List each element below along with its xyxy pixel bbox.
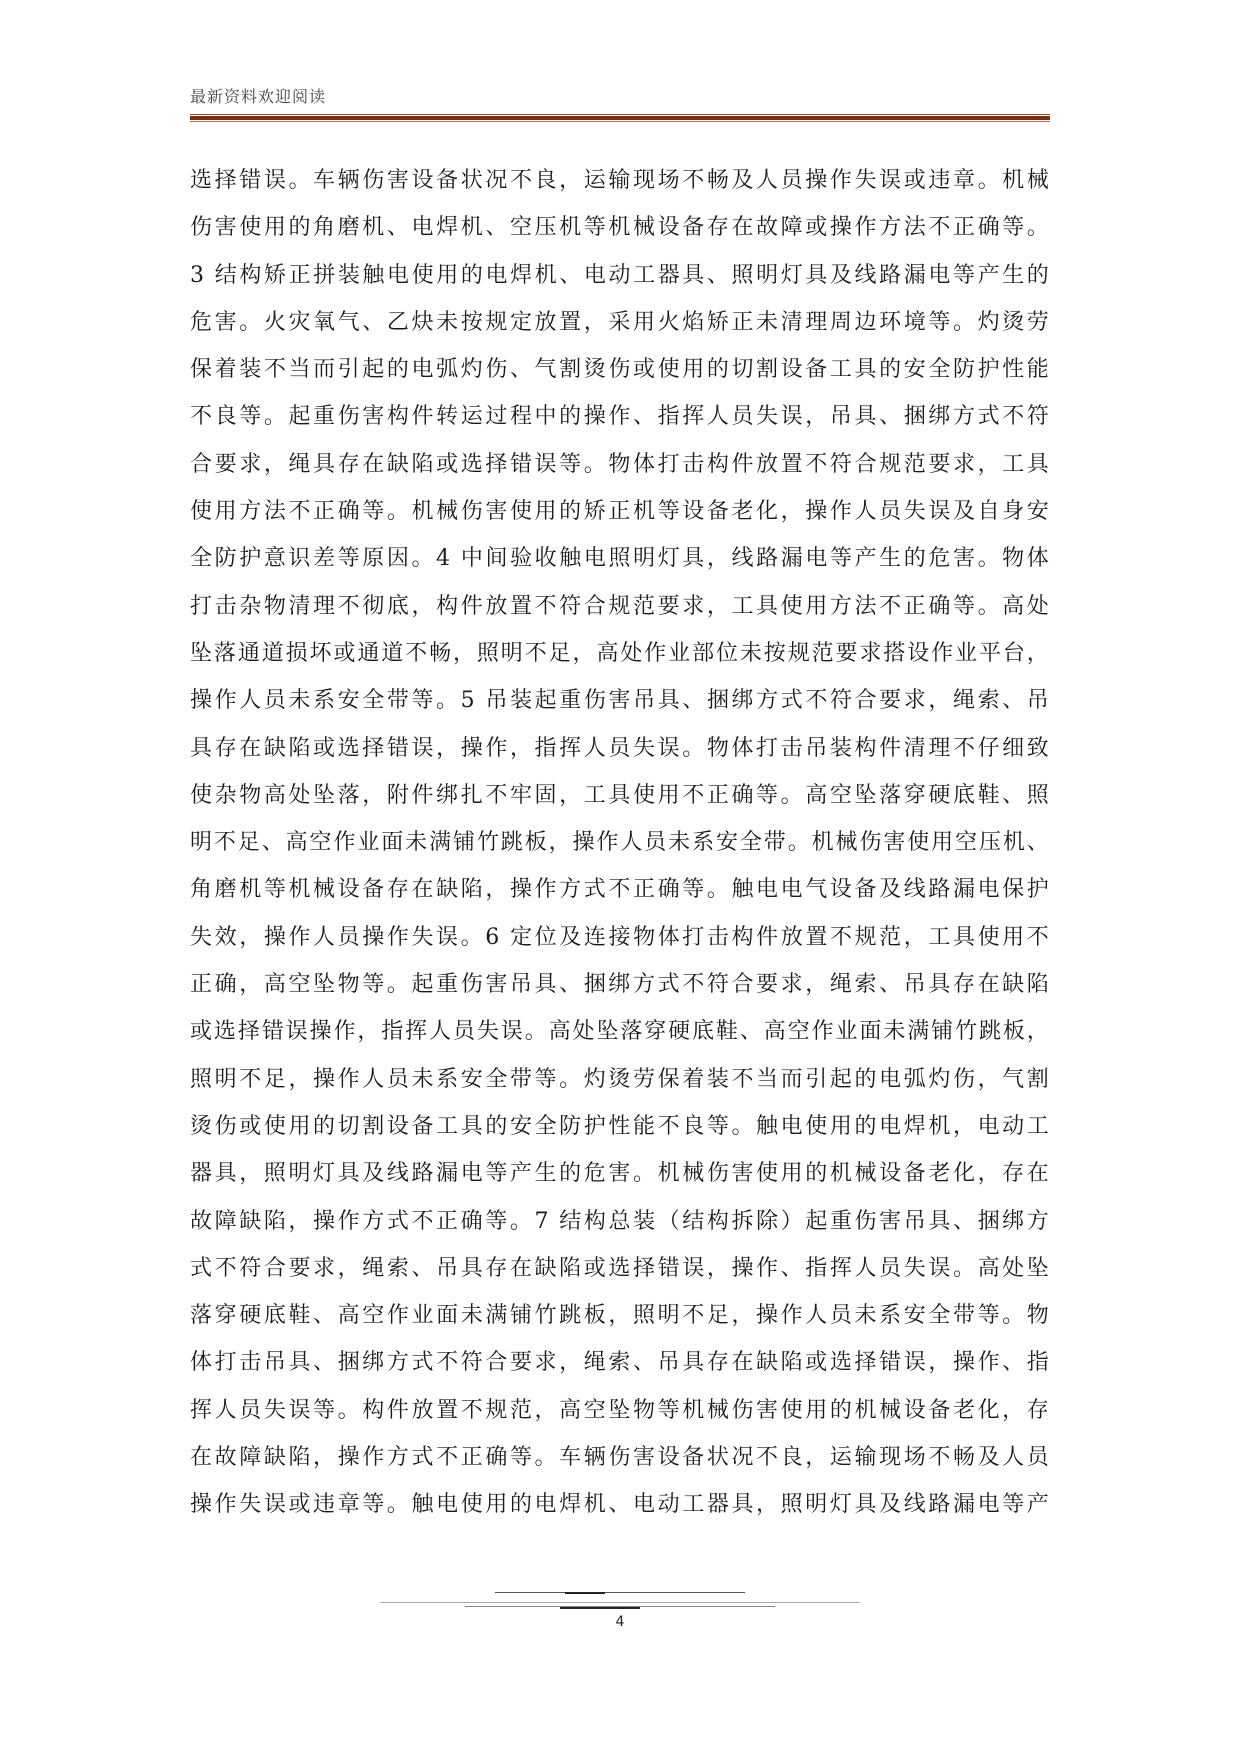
text-line: 伤害使用的角磨机、电焊机、空压机等机械设备存在故障或操作方法不正确等。 [190,215,1050,241]
text-line: 角磨机等机械设备存在缺陷，操作方式不正确等。触电电气设备及线路漏电保护 [190,877,1050,903]
text-line: 失效，操作人员操作失误。6 定位及连接物体打击构件放置不规范，工具使用不 [190,924,1050,950]
text-line: 故障缺陷，操作方式不正确等。7 结构总装（结构拆除）起重伤害吊具、捆绑方 [190,1208,1050,1234]
text-line: 使用方法不正确等。机械伤害使用的矫正机等设备老化，操作人员失误及自身安 [190,499,1050,525]
footer-rule [495,1592,745,1593]
text-line: 合要求，绳具存在缺陷或选择错误等。物体打击构件放置不符合规范要求，工具 [190,451,1050,477]
text-line: 操作失误或违章等。触电使用的电焊机、电动工器具，照明灯具及线路漏电等产 [190,1492,1050,1518]
text-line: 坠落通道损坏或通道不畅，照明不足，高处作业部位未按规范要求搭设作业平台， [190,640,1050,666]
text-line: 选择错误。车辆伤害设备状况不良，运输现场不畅及人员操作失误或违章。机械 [190,168,1050,193]
text-line: 不良等。起重伤害构件转运过程中的操作、指挥人员失误，吊具、捆绑方式不符 [190,404,1050,430]
footer-rule [380,1602,860,1603]
text-line: 烫伤或使用的切割设备工具的安全防护性能不良等。触电使用的电焊机，电动工 [190,1113,1050,1139]
text-line: 器具，照明灯具及线路漏电等产生的危害。机械伤害使用的机械设备老化，存在 [190,1161,1050,1187]
text-line: 或选择错误操作，指挥人员失误。高处坠落穿硬底鞋、高空作业面未满铺竹跳板， [190,1019,1050,1045]
text-line: 落穿硬底鞋、高空作业面未满铺竹跳板，照明不足，操作人员未系安全带等。物 [190,1303,1050,1329]
text-line: 正确，高空坠物等。起重伤害吊具、捆绑方式不符合要求，绳索、吊具存在缺陷 [190,972,1050,998]
text-line: 式不符合要求，绳索、吊具存在缺陷或选择错误，操作、指挥人员失误。高处坠 [190,1255,1050,1281]
body-text [190,157,1050,1529]
text-line: 挥人员失误等。构件放置不规范，高空坠物等机械伤害使用的机械设备老化，存 [190,1397,1050,1423]
footer-rule [560,1607,640,1609]
header-rule [190,114,1050,122]
page-header [190,86,1050,122]
text-line: 在故障缺陷，操作方式不正确等。车辆伤害设备状况不良，运输现场不畅及人员 [190,1445,1050,1471]
footer-rule [565,1592,605,1594]
text-line: 3 结构矫正拼装触电使用的电焊机、电动工器具、照明灯具及线路漏电等产生的 [190,262,1050,288]
text-line: 打击杂物清理不彻底，构件放置不符合规范要求，工具使用方法不正确等。高处 [190,593,1050,619]
text-line: 体打击吊具、捆绑方式不符合要求，绳索、吊具存在缺陷或选择错误，操作、指 [190,1350,1050,1376]
page-number: 4 [615,1614,625,1630]
text-line: 危害。火灾氧气、乙炔未按规定放置，采用火焰矫正未清理周边环境等。灼烫劳 [190,309,1050,335]
text-line: 照明不足，操作人员未系安全带等。灼烫劳保着装不当而引起的电弧灼伤，气割 [190,1066,1050,1092]
text-line: 明不足、高空作业面未满铺竹跳板，操作人员未系安全带。机械伤害使用空压机、 [190,830,1050,856]
text-line: 具存在缺陷或选择错误，操作，指挥人员失误。物体打击吊装构件清理不仔细致 [190,735,1050,761]
text-line: 操作人员未系安全带等。5 吊装起重伤害吊具、捆绑方式不符合要求，绳索、吊 [190,688,1050,714]
text-line: 保着装不当而引起的电弧灼伤、气割烫伤或使用的切割设备工具的安全防护性能 [190,357,1050,383]
text-line: 使杂物高处坠落，附件绑扎不牢固，工具使用不正确等。高空坠落穿硬底鞋、照 [190,782,1050,808]
header-title: 最新资料欢迎阅读 [190,87,327,106]
text-line: 全防护意识差等原因。4 中间验收触电照明灯具，线路漏电等产生的危害。物体 [190,546,1050,572]
